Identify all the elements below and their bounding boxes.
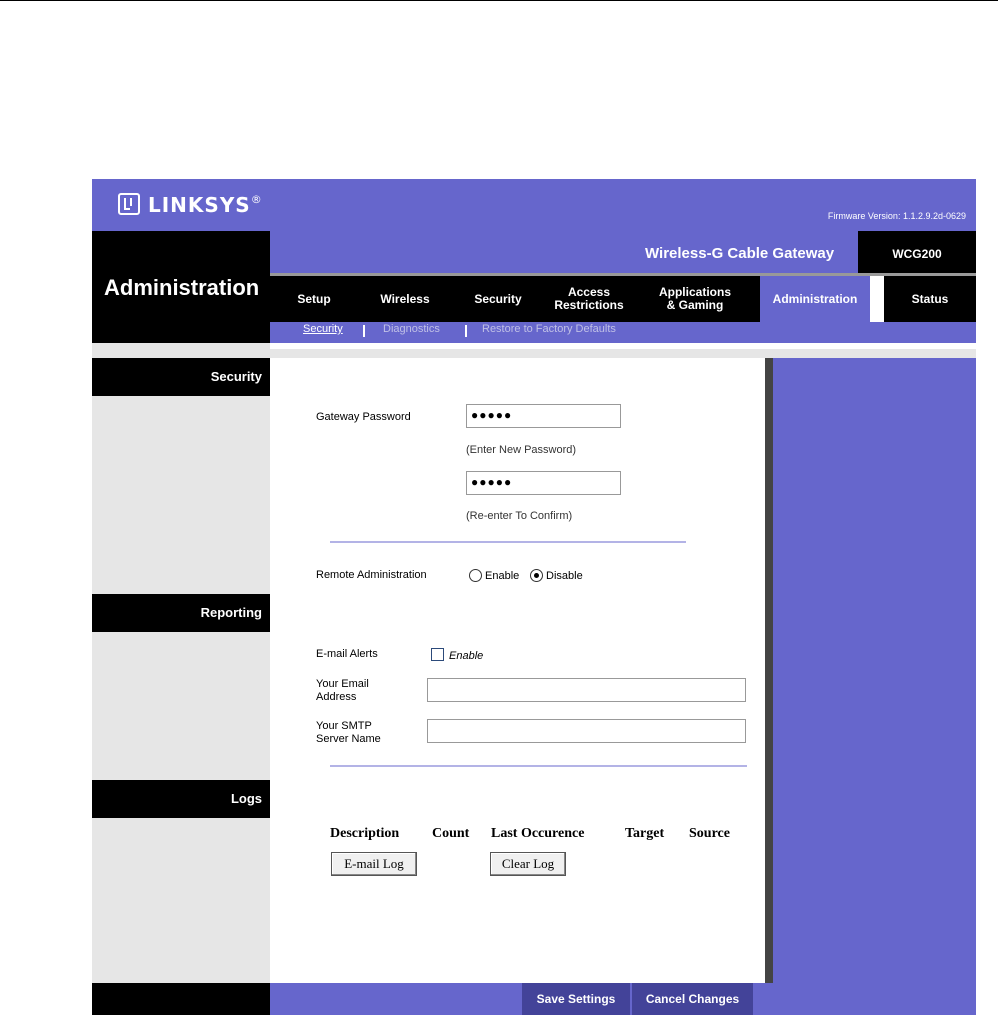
subnav-diagnostics[interactable]: Diagnostics bbox=[383, 323, 440, 335]
content-shadow bbox=[765, 358, 773, 983]
cancel-changes-button[interactable]: Cancel Changes bbox=[632, 983, 753, 1015]
gateway-password-label: Gateway Password bbox=[316, 411, 411, 423]
smtp-label-line1: Your SMTP bbox=[316, 720, 372, 732]
subnav-divider bbox=[465, 325, 467, 337]
registered-mark: ® bbox=[250, 193, 263, 206]
log-col-description: Description bbox=[330, 826, 400, 841]
tab-setup[interactable]: Setup bbox=[297, 291, 331, 306]
confirm-password-value: ●●●●● bbox=[471, 475, 513, 489]
log-col-source: Source bbox=[689, 826, 730, 841]
divider bbox=[330, 765, 747, 767]
subnav-security[interactable]: Security bbox=[303, 323, 343, 335]
content-top-edge bbox=[270, 343, 976, 349]
section-label-logs: Logs bbox=[230, 791, 262, 806]
smtp-label-line2: Server Name bbox=[316, 733, 381, 745]
subnav-divider bbox=[363, 325, 365, 337]
linksys-logo bbox=[118, 193, 263, 217]
tab-security[interactable]: Security bbox=[474, 291, 522, 306]
remote-admin-disable-label: Disable bbox=[546, 570, 583, 582]
log-col-count: Count bbox=[432, 826, 470, 841]
left-column bbox=[92, 358, 270, 983]
product-name: Wireless-G Cable Gateway bbox=[645, 245, 835, 262]
top-border-line bbox=[0, 0, 998, 1]
save-settings-button[interactable]: Save Settings bbox=[522, 983, 630, 1015]
gateway-password-value: ●●●●● bbox=[471, 408, 513, 422]
page-title: Administration bbox=[104, 275, 260, 300]
tab-status[interactable]: Status bbox=[911, 291, 949, 306]
sub-nav bbox=[270, 322, 976, 343]
section-label-reporting: Reporting bbox=[200, 605, 262, 620]
email-alerts-label: E-mail Alerts bbox=[316, 648, 378, 660]
smtp-server-input[interactable] bbox=[427, 719, 746, 743]
confirm-hint: (Re-enter To Confirm) bbox=[466, 510, 573, 522]
clear-log-button[interactable]: Clear Log bbox=[490, 852, 566, 876]
tab-wireless[interactable]: Wireless bbox=[380, 291, 430, 306]
subnav-restore-factory-defaults[interactable]: Restore to Factory Defaults bbox=[482, 323, 616, 335]
section-label-security: Security bbox=[210, 369, 262, 384]
remote-admin-disable-radio[interactable] bbox=[530, 569, 543, 582]
email-address-input[interactable] bbox=[427, 678, 746, 702]
email-address-label-line1: Your Email bbox=[316, 678, 369, 690]
logo-text: LINKSYS bbox=[148, 193, 251, 217]
footer-left-block bbox=[92, 983, 270, 1015]
email-log-button[interactable]: E-mail Log bbox=[331, 852, 417, 876]
log-col-last-occurence: Last Occurence bbox=[491, 826, 585, 841]
divider bbox=[330, 541, 686, 543]
confirm-password-input[interactable] bbox=[466, 471, 621, 495]
email-address-label-line2: Address bbox=[316, 691, 357, 703]
email-alerts-checkbox[interactable] bbox=[431, 648, 444, 661]
email-alerts-enable-label: Enable bbox=[449, 650, 484, 662]
tab-access-restrictions[interactable]: Access Restrictions bbox=[554, 285, 624, 312]
tab-applications-gaming[interactable]: Applications & Gaming bbox=[658, 285, 731, 312]
tab-gap bbox=[870, 276, 884, 322]
right-panel bbox=[773, 358, 976, 983]
password-hint: (Enter New Password) bbox=[466, 444, 577, 456]
log-col-target: Target bbox=[625, 826, 665, 841]
gateway-password-input[interactable] bbox=[466, 404, 621, 428]
linksys-logo-icon bbox=[118, 193, 140, 215]
model-number: WCG200 bbox=[892, 247, 942, 261]
remote-admin-label: Remote Administration bbox=[316, 569, 427, 581]
tab-administration[interactable]: Administration bbox=[760, 276, 870, 322]
firmware-version: Firmware Version: 1.1.2.9.2d-0629 bbox=[827, 211, 966, 221]
remote-admin-enable-label: Enable bbox=[485, 570, 520, 582]
remote-admin-enable-radio[interactable] bbox=[469, 569, 482, 582]
